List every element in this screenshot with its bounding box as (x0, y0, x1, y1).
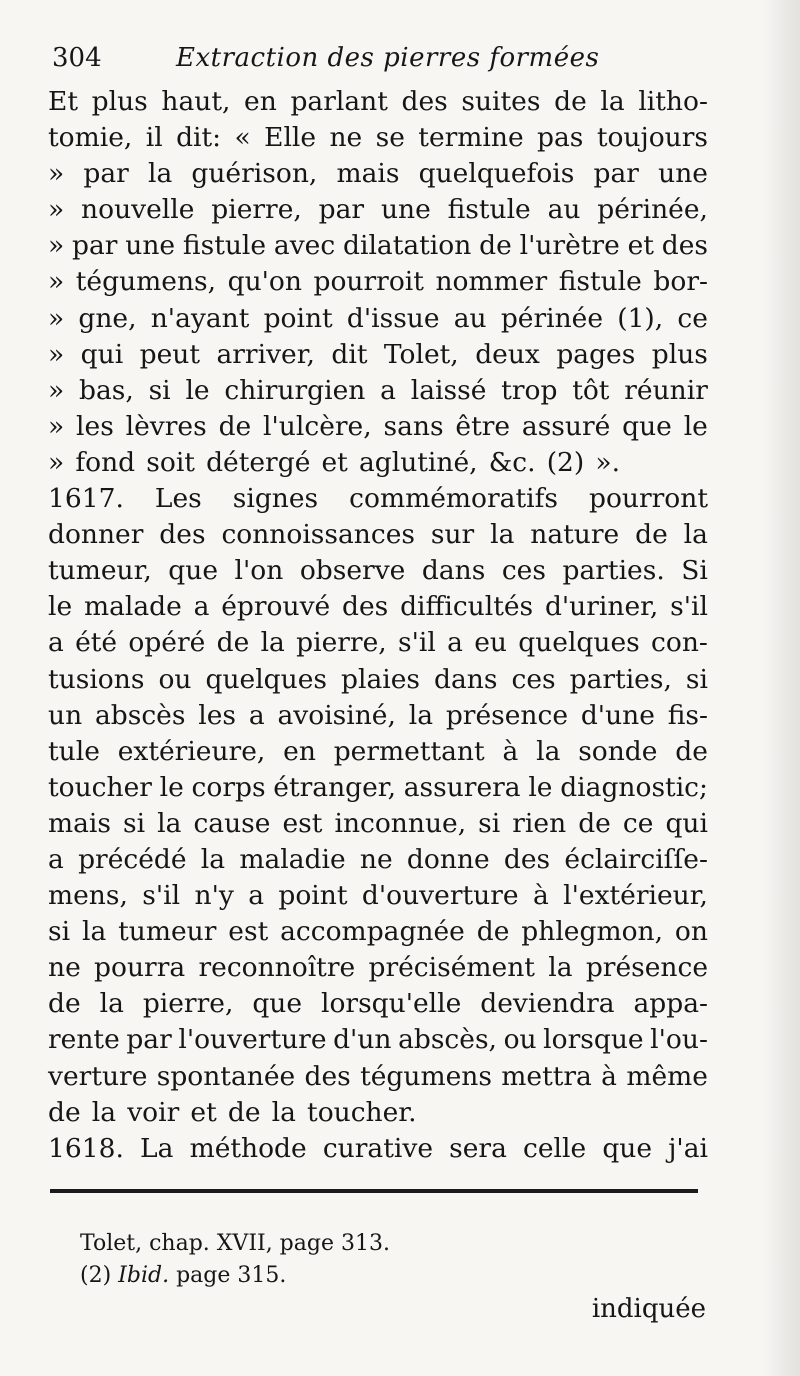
word: » (48, 410, 65, 442)
word: et (321, 446, 348, 478)
word: mens, (48, 880, 128, 912)
word: quelques (518, 627, 640, 659)
page-edge-shadow (762, 0, 800, 1376)
word: tomie, (48, 122, 133, 154)
word: commémoratifs (349, 483, 558, 515)
word: des (159, 519, 206, 551)
word: que (252, 988, 303, 1020)
word: et (627, 230, 654, 262)
word: tule (48, 735, 100, 767)
word: dit: (176, 122, 222, 154)
word: si (478, 807, 501, 839)
word: ce (622, 807, 654, 839)
word: eu (474, 627, 507, 659)
word: par (83, 158, 129, 190)
word: maladie (239, 843, 346, 875)
word: plus (91, 86, 148, 117)
word: à (532, 880, 549, 912)
page-header (52, 38, 712, 78)
running-title: Extraction des pierres formées (176, 43, 600, 73)
word: qu'on (227, 266, 302, 298)
word: pourra (94, 952, 186, 984)
word: sans (383, 410, 444, 442)
word: et (190, 1096, 217, 1128)
footnotes (80, 1228, 580, 1292)
word: lorsque (543, 1024, 644, 1056)
word: tôt (572, 374, 610, 406)
word: étranger, (273, 771, 396, 803)
word: arriver, (216, 338, 315, 370)
word: trop (501, 374, 558, 406)
word: rien (512, 807, 567, 839)
word: a (447, 627, 463, 659)
word: (2) (546, 446, 585, 478)
word: pierre, (142, 988, 234, 1020)
word: inconnue, (334, 807, 467, 839)
word: une (658, 158, 708, 190)
word: pourroit (313, 266, 424, 298)
word: périnée (500, 302, 604, 334)
word: d'uriner, (544, 591, 659, 623)
word: quelquefois (418, 158, 575, 190)
word: des (342, 591, 389, 623)
word: termine (418, 122, 524, 154)
word: opéré (128, 627, 206, 659)
word: mais (336, 158, 400, 190)
word: précédé (78, 843, 187, 875)
word: difficultés (400, 591, 534, 623)
word: corps (191, 771, 266, 803)
word: avec (273, 230, 336, 262)
word: extérieure, (117, 735, 266, 767)
word: la (683, 519, 708, 551)
word: Tolet, (383, 338, 459, 370)
text-line (48, 1095, 708, 1131)
word: tumeur, (48, 555, 152, 587)
word: permettant (333, 735, 485, 767)
word: par (126, 1024, 172, 1056)
word: une (125, 230, 176, 262)
word: ou (158, 663, 192, 695)
word: n'ayant (150, 302, 250, 334)
word: que (622, 410, 672, 442)
text-line (48, 806, 708, 842)
word: signes (232, 483, 319, 515)
word: n'y (194, 880, 234, 912)
word: fistule (447, 194, 531, 226)
word: assuré (521, 410, 611, 442)
word: s'il (670, 591, 708, 623)
word: ou (503, 1024, 537, 1056)
word: &c. (488, 446, 536, 478)
word: d'un (333, 1024, 392, 1056)
word: pierre, (211, 194, 302, 226)
word: que (602, 1132, 653, 1164)
word: de (675, 735, 708, 767)
text-line (48, 445, 708, 481)
word: « (234, 122, 251, 154)
word: pierre, (296, 627, 387, 659)
text-line (48, 373, 708, 409)
word: tusions (48, 663, 145, 695)
word: appa- (633, 988, 708, 1020)
word: voir (127, 1096, 180, 1128)
word: toucher. (307, 1096, 417, 1128)
text-line (48, 409, 708, 445)
word: être (455, 410, 511, 442)
footnote-2 (80, 1260, 580, 1292)
text-line (48, 1022, 708, 1058)
word: sera (449, 1132, 507, 1164)
word: de (635, 519, 668, 551)
word: tumeur (118, 916, 217, 948)
footnote-1: Tolet, chap. XVII, page 313. (80, 1231, 390, 1256)
word: point (263, 302, 333, 334)
word: fistule (558, 266, 642, 298)
word: l'extérieur, (563, 880, 708, 912)
catchword: indiquée (591, 1294, 706, 1324)
text-line (48, 228, 708, 264)
word: toujours (596, 122, 708, 154)
word: a (48, 627, 64, 659)
word: des (503, 843, 551, 875)
word: deux (475, 338, 540, 370)
text-line (48, 698, 708, 734)
word: méthode (189, 1132, 307, 1164)
word: aglutiné, (358, 446, 478, 478)
word: assurera (403, 771, 521, 803)
word: précisément (368, 952, 535, 984)
word: éclairciſſe- (564, 843, 708, 875)
word: la (490, 519, 515, 551)
word: si (48, 916, 71, 948)
word: laissé (410, 374, 487, 406)
word: le (185, 374, 210, 406)
word: chirurgien (224, 374, 366, 406)
word: nommer (435, 266, 548, 298)
text-line (48, 770, 708, 806)
word: sonde (578, 735, 658, 767)
word: haut, (161, 86, 231, 117)
word: a (193, 591, 210, 623)
text-line (48, 842, 708, 878)
body-text (48, 84, 708, 1167)
word: malade (83, 591, 182, 623)
word: l'ulcère, (263, 410, 372, 442)
word: détergé (206, 446, 311, 478)
word: il (145, 122, 163, 154)
word: se (375, 122, 405, 154)
word: la (81, 916, 107, 948)
text-line (48, 481, 708, 517)
word: la (99, 988, 124, 1020)
text-line (48, 84, 708, 120)
word: lèvres (125, 410, 207, 442)
word: en (283, 735, 316, 767)
word: ces (501, 555, 546, 587)
word: présence (585, 952, 708, 984)
word: diagnostic; (560, 771, 708, 803)
word: à (502, 735, 519, 767)
word: périnée, (597, 194, 708, 226)
word: ne (48, 952, 81, 984)
text-line (48, 264, 708, 300)
word: toucher (48, 771, 152, 803)
footnote-2-page: page 315. (176, 1263, 287, 1288)
word: été (75, 627, 118, 659)
word: l'ouverture (178, 1024, 327, 1056)
word: à (601, 1060, 617, 1092)
word: qui (665, 807, 708, 839)
word: tégumens (360, 1060, 492, 1092)
word: l'ou- (650, 1024, 708, 1056)
word: abscès, (398, 1024, 497, 1056)
word: » (48, 230, 65, 262)
word: par (593, 158, 639, 190)
word: l'on (234, 555, 284, 587)
word: présence (445, 699, 569, 731)
word: mais (48, 807, 112, 839)
word: d'issue (346, 302, 440, 334)
word: d'une (580, 699, 655, 731)
word: mettra (501, 1060, 592, 1092)
word: dans (421, 555, 486, 587)
word: de (48, 988, 81, 1020)
word: guérison, (191, 158, 318, 190)
word: le (48, 591, 73, 623)
word: » (48, 158, 65, 190)
word: de (227, 1096, 261, 1128)
word: qui (80, 338, 124, 370)
word: » (48, 266, 65, 298)
text-line (48, 950, 708, 986)
word: (1), (617, 302, 664, 334)
word: ce (677, 302, 708, 334)
text-line (48, 301, 708, 337)
word: parlant (290, 86, 388, 117)
word: accompagnée (280, 916, 465, 948)
word: 1618. (48, 1132, 124, 1164)
word: la (91, 1096, 117, 1128)
word: la (200, 843, 226, 875)
word: point (278, 880, 348, 912)
word: de (578, 807, 611, 839)
word: a (248, 880, 265, 912)
text-line (48, 589, 708, 625)
word: s'il (142, 880, 181, 912)
word: litho- (638, 86, 708, 117)
text-line (48, 625, 708, 661)
text-line (48, 337, 708, 373)
word: curative (322, 1132, 433, 1164)
word: des (304, 1060, 351, 1092)
word: la (271, 1096, 296, 1128)
word: con- (651, 627, 708, 659)
word: d'ouverture (361, 880, 519, 912)
footnote-2-ibid: Ibid. (118, 1263, 170, 1288)
word: même (626, 1060, 708, 1092)
word: au (453, 302, 487, 334)
word: a (380, 374, 396, 406)
word: bor- (653, 266, 708, 298)
word: le (159, 771, 184, 803)
word: a (48, 843, 64, 875)
text-line (48, 662, 708, 698)
word: ne (359, 843, 393, 875)
word: de (479, 230, 512, 262)
word: sur (430, 519, 475, 551)
text-line (48, 553, 708, 589)
word: les (76, 410, 114, 442)
text-line (48, 878, 708, 914)
word: nouvelle (81, 194, 195, 226)
text-line (48, 914, 708, 950)
word: ces (511, 663, 556, 695)
text-line (48, 1131, 708, 1167)
word: ». (595, 446, 620, 478)
text-line (48, 734, 708, 770)
word: Si (681, 555, 708, 587)
word: nature (530, 519, 620, 551)
word: j'ai (668, 1132, 708, 1164)
word: est (228, 916, 269, 948)
word: donne (406, 843, 490, 875)
word: pages (556, 338, 636, 370)
word: la (147, 158, 173, 190)
text-line (48, 120, 708, 156)
word: des (401, 86, 448, 117)
word: Et (48, 86, 78, 117)
word: » (48, 338, 65, 370)
word: spontanée (156, 1060, 296, 1092)
word: gne, (78, 302, 137, 334)
word: est (282, 807, 323, 839)
word: par (72, 230, 118, 262)
word: par (318, 194, 365, 226)
word: la (600, 86, 625, 117)
word: que (168, 555, 219, 587)
word: au (547, 194, 581, 226)
word: observe (299, 555, 406, 587)
word: de (218, 410, 252, 442)
text-line (48, 156, 708, 192)
word: tégumens, (75, 266, 217, 298)
word: connoissances (221, 519, 415, 551)
word: dilatation (343, 230, 472, 262)
word: abscès (94, 699, 186, 731)
word: » (48, 374, 65, 406)
word: des (661, 230, 708, 262)
word: si (123, 807, 146, 839)
word: pourront (588, 483, 708, 515)
word: La (140, 1132, 174, 1164)
word: fis- (667, 699, 708, 731)
word: bas, (79, 374, 134, 406)
word: fistule (182, 230, 267, 262)
word: phlegmon, (521, 916, 664, 948)
word: peut (139, 338, 201, 370)
word: » (48, 302, 65, 334)
word: le (528, 771, 553, 803)
word: de (216, 627, 250, 659)
word: si (148, 374, 171, 406)
word: donner (48, 519, 144, 551)
text-line (48, 1059, 708, 1095)
word: les (198, 699, 237, 731)
word: a (248, 699, 265, 731)
word: lorsqu'elle (320, 988, 462, 1020)
word: on (674, 916, 708, 948)
word: la (260, 627, 285, 659)
word: de (476, 916, 510, 948)
word: dit (331, 338, 368, 370)
word: soit (146, 446, 195, 478)
footnote-2-number: (2) (80, 1263, 112, 1288)
word: si (685, 663, 708, 695)
word: une (380, 194, 431, 226)
word: de (554, 86, 587, 117)
word: de (48, 1096, 81, 1128)
word: quelques (205, 663, 327, 695)
footnote-divider (50, 1189, 698, 1193)
word: reconnoître (198, 952, 356, 984)
word: parties. (562, 555, 665, 587)
word: la (157, 807, 182, 839)
text-line (48, 517, 708, 553)
word: pas (537, 122, 584, 154)
word: celle (523, 1132, 587, 1164)
word: réunir (624, 374, 708, 406)
word: » (48, 446, 65, 478)
word: l'urètre (519, 230, 620, 262)
text-line (48, 192, 708, 228)
word: avoisiné, (277, 699, 396, 731)
word: rente (48, 1024, 120, 1056)
word: parties, (569, 663, 672, 695)
word: Elle (264, 122, 317, 154)
word: cause (193, 807, 271, 839)
text-line (48, 986, 708, 1022)
word: fond (75, 446, 136, 478)
word: plaies (341, 663, 421, 695)
word: s'il (397, 627, 436, 659)
page-number: 304 (52, 43, 102, 73)
word: suites (461, 86, 541, 117)
word: éprouvé (221, 591, 331, 623)
word: deviendra (480, 988, 615, 1020)
word: la (408, 699, 434, 731)
word: ne (329, 122, 363, 154)
word: la (548, 952, 573, 984)
word: » (48, 194, 65, 226)
word: 1617. (48, 483, 124, 515)
word: verture (48, 1060, 148, 1092)
word: en (244, 86, 277, 117)
word: un (48, 699, 83, 731)
word: dans (434, 663, 498, 695)
word: Les (154, 483, 202, 515)
word: plus (651, 338, 708, 370)
word: le (683, 410, 708, 442)
word: la (536, 735, 561, 767)
